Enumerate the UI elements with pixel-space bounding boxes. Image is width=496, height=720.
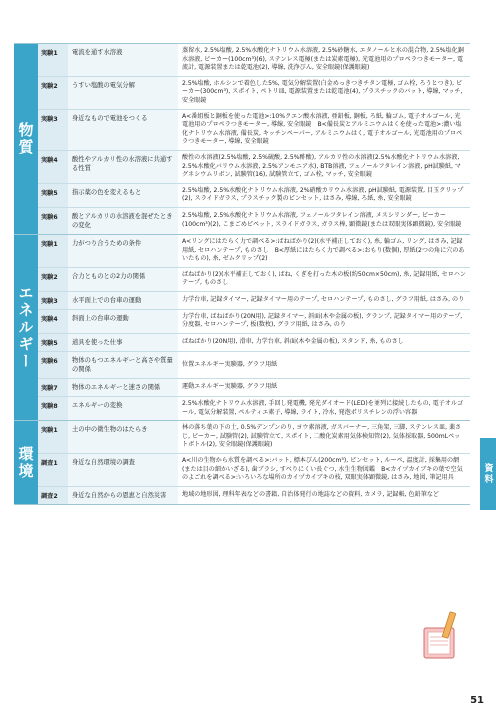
experiment-materials — [178, 292, 470, 309]
materials-text: 2.5%塩酸, 2.5%水酸化ナトリウム水溶液, フェノールフタレイン溶液, メスシリンダー, ビーカー(100cm³)(2), こまごめピペット, スライドガラス, ガラス棒, 顕微鏡(または双眼実体顕微鏡), 安全眼鏡 — [182, 212, 462, 228]
table-row — [38, 379, 470, 397]
experiment-number: 実験8 — [38, 397, 68, 420]
experiment-number: 実験1 — [38, 44, 68, 76]
experiment-materials — [178, 110, 470, 150]
section-label: 環境 — [14, 421, 38, 504]
materials-text: ばねばかり(2)(水平補正しておく), ばね, くぎを打った木の板(約50cm×50cm), 糸, 記録用紙, セロハンテープ, ものさし — [182, 270, 466, 287]
experiment-title: 身近な自然からの恩恵と自然災害 — [68, 487, 178, 504]
book-pencil-illustration — [420, 610, 460, 662]
table-row — [38, 110, 470, 151]
experiment-materials — [178, 352, 470, 378]
materials-text: 2.5%塩酸, 2.5%水酸化ナトリウム水溶液, 2%硝酸カリウム水溶液, pH試験紙, 電源装置, 目玉クリップ(2), スライドガラス, プラスチック製のピンセット, はさみ, 導線, ろ紙, 糸, 安全眼鏡 — [182, 186, 464, 203]
experiment-materials — [178, 77, 470, 109]
section-group — [14, 235, 470, 421]
experiment-number: 実験6 — [38, 208, 68, 234]
table-row — [38, 235, 470, 268]
experiment-title: 斜面上の台車の運動 — [68, 310, 178, 333]
experiment-number: 実験6 — [38, 352, 68, 378]
experiment-materials — [178, 44, 470, 76]
experiment-materials — [178, 235, 470, 267]
table-row — [38, 292, 470, 310]
table-row — [38, 352, 470, 379]
experiment-number: 実験1 — [38, 235, 68, 267]
materials-text: 2.5%塩酸, ホルシンで着色した5%, 電気分解装置(白金めっきつきチタン電極, ゴム栓, ろうとつき), ビーカー(300cm³), スポイト, ペトリ皿, 電源装置または乾電池(4), プラスチックのバット, 導線, マッチ, 安全眼鏡 — [182, 79, 463, 104]
experiment-materials — [178, 310, 470, 333]
experiment-title: 電流を通す水溶液 — [68, 44, 178, 76]
experiment-materials — [178, 454, 470, 486]
table-row — [38, 77, 470, 110]
materials-text: A<リングにはたらく力で調べる>:ばねばかり(2)(水平補正しておく), 糸, 輪ゴム, リング, はさみ, 記録用紙, セロハンテープ, ものさし B<厚紙にはたらく力で調べる>:おもり(数個), 厚紙(2つの角に穴のあいたもの), 糸, ゼムクリップ(2) — [182, 237, 465, 263]
experiment-materials — [178, 208, 470, 234]
experiment-title: 土の中の微生物のはたらき — [68, 421, 178, 453]
experiment-materials — [178, 421, 470, 453]
materials-text: 力学台車, ばねばかり(20N用), 記録タイマー, 斜面(木や金属の板), クランプ, 記録タイマー用のテープ, 分度器, セロハンテープ, 板(数枚), グラフ用紙, はさみ, のり — [182, 312, 463, 329]
experiment-number: 実験2 — [38, 77, 68, 109]
experiment-number: 実験3 — [38, 110, 68, 150]
experiment-title: 身近な自然環境の調査 — [68, 454, 178, 486]
experiment-number: 調査2 — [38, 487, 68, 504]
experiment-title: 物体のもつエネルギーと高さや質量の関係 — [68, 352, 178, 378]
table-row — [38, 208, 470, 234]
materials-text: 運動エネルギー実験器, グラフ用紙 — [182, 383, 278, 391]
experiment-title: 合力とものとの2力の関係 — [68, 268, 178, 291]
experiment-materials — [178, 487, 470, 504]
table-row — [38, 44, 470, 77]
experiment-number: 実験5 — [38, 184, 68, 207]
experiment-title: 酸とアルカリの水溶液を混ぜたときの変化 — [68, 208, 178, 234]
materials-text: A<番組板と銅板を使った電池>:10%クエン酸水溶液, 亜鉛板, 銅板, ろ紙, 輪ゴム, 電子オルゴール, 光電池用のプロペラつきモーター, 導線, 安全眼鏡 B<備長炭とアルミニウムはくを使った電池>:濃い塩化ナトリウム水溶液, 備長炭, キッチンペーパー, アルミニウムはく, 電子オルゴール, 光電池用のプロペラつきモーター, 導線, 安全眼鏡 — [182, 112, 463, 146]
table-row — [38, 268, 470, 292]
experiment-materials — [178, 151, 470, 183]
materials-text: A<川の生物から水質を調べる>:バット, 標本びん(200cm³), ピンセット, ルーペ, 温度計, 採集用の網(または目の細かいざる), 歯ブラシ, すべりにくい長ぐつ, 水生生物図鑑 B<カイヅカイブキの葉で空気のよごれを調べる>:いろいろな場所のカイヅカイブキの枝, 双眼実体顕微鏡, はさみ, 地図, 筆記用具 — [182, 457, 463, 482]
table-row — [38, 310, 470, 334]
table-row — [38, 421, 470, 454]
experiment-materials — [178, 268, 470, 291]
experiment-materials — [178, 397, 470, 420]
experiment-number: 実験2 — [38, 268, 68, 291]
experiment-number: 実験4 — [38, 310, 68, 333]
experiment-title: 身近なもので電池をつくる — [68, 110, 178, 150]
materials-text: 位置エネルギー実験器, グラフ用紙 — [182, 360, 278, 368]
materials-text: 林の落ち葉の下の土, 0.5%デンプンのり, ヨウ素溶液, ガスバーナー, 三角架, 三脚, ステンレス皿, 薬さじ, ビーカー, 試験管(2), 試験管立て, スポイト, 二酸化炭素用気体検知管(2), 気体採取器, 500mLペットボトル(2), 安全眼鏡(保護眼鏡) — [182, 424, 462, 449]
section-label: 物質 — [14, 44, 38, 234]
experiment-title: 水平面上での台車の運動 — [68, 292, 178, 309]
table-row — [38, 184, 470, 208]
experiment-title: 物体のエネルギーと速さの関係 — [68, 379, 178, 396]
experiment-title: 道具を使った仕事 — [68, 334, 178, 351]
page-number: 51 — [470, 695, 484, 706]
materials-text: 力学台車, 記録タイマー, 記録タイマー用のテープ, セロハンテープ, ものさし, グラフ用紙, はさみ, のり — [182, 296, 465, 304]
experiment-title: うすい塩酸の電気分解 — [68, 77, 178, 109]
materials-text: ばねばかり(20N用), 滑車, 力学台車, 斜面(木や金属の板), スタンド, 糸, ものさし — [182, 338, 404, 346]
experiment-number: 実験5 — [38, 334, 68, 351]
materials-text: 2.5%水酸化ナトリウム水溶液, 手回し発電機, 発光ダイオード(LED)を並列に接続したもの, 電子オルゴール, 電気分解装置, ペルティエ素子, 導線, ライト, 冷水, 発泡ポリスチレンの浮い容器 — [182, 400, 464, 416]
experiment-number: 実験4 — [38, 151, 68, 183]
table-row — [38, 487, 470, 504]
table-row — [38, 454, 470, 487]
experiment-number: 実験1 — [38, 421, 68, 453]
experiment-materials — [178, 184, 470, 207]
side-tab-resources: 資料 — [480, 438, 496, 510]
experiment-title: 指示薬の色を変えるもと — [68, 184, 178, 207]
section-label: エネルギー — [14, 235, 38, 420]
experiment-title: エネルギーの変換 — [68, 397, 178, 420]
experiment-materials — [178, 334, 470, 351]
table-row — [38, 334, 470, 352]
table-row — [38, 151, 470, 184]
section-group — [14, 421, 470, 505]
experiment-number: 実験3 — [38, 292, 68, 309]
materials-text: 地域の地形図, 理科年表などの書籍, 自治体発行の地誌などの資料, カメラ, 記録帳, 色鉛筆など — [182, 491, 440, 499]
table-row — [38, 397, 470, 420]
experiment-materials — [178, 379, 470, 396]
materials-text: 酸性の水溶液(2.5%塩酸, 2.5%硫酸, 2.5%酢酸), アルカリ性の水溶液(2.5%水酸化ナトリウム水溶液, 2.5%水酸化バリウム水溶液, 2.5%アンモニア水), BTB溶液, フェノールフタレイン溶液, pH試験紙, マグネシウムリボン, 試験管(16), 試験管立て, ゴム栓, マッチ, 安全眼鏡 — [182, 153, 461, 179]
section-group — [14, 43, 470, 235]
materials-table — [14, 43, 470, 505]
materials-text: 蒸留水, 2.5%塩酸, 2.5%水酸化ナトリウム水溶液, 2.5%砂糖水, エタノールと水の混合物, 2.5%塩化銅水溶液, ビーカー(100cm³)(6), ステンレス電極(または炭素電極), 光電池用のプロペラつきモーター, 電流計, 電源装置または乾電池(2), 導線, 洗浄びん, 安全眼鏡(保護眼鏡) — [182, 47, 464, 72]
experiment-title: 力がつり合うための条件 — [68, 235, 178, 267]
experiment-number: 調査1 — [38, 454, 68, 486]
experiment-title: 酸性やアルカリ性の水溶液に共通する性質 — [68, 151, 178, 183]
experiment-number: 実験7 — [38, 379, 68, 396]
